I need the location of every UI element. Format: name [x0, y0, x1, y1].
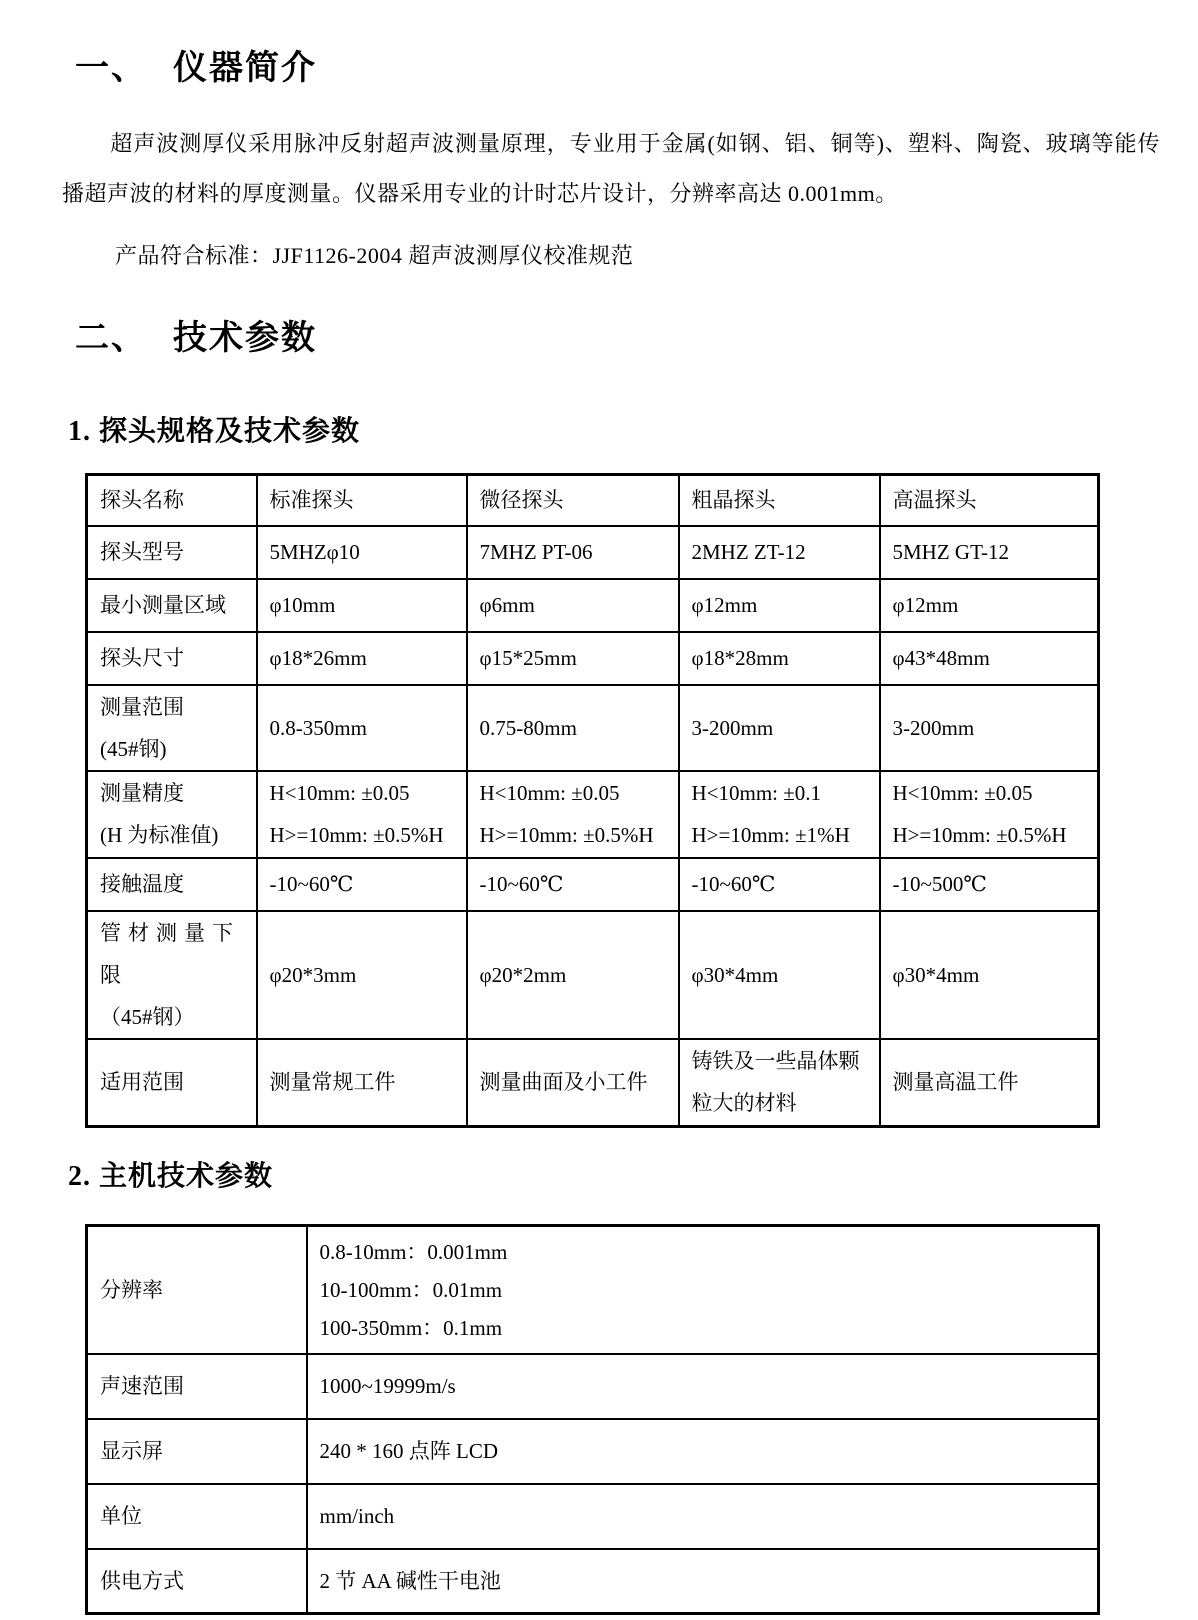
cell-line: φ6mm — [479, 593, 535, 617]
cell-line: 测量范围 — [100, 694, 184, 719]
table-cell — [257, 771, 467, 858]
table-cell — [880, 579, 1099, 632]
section-title: 仪器简介 — [173, 50, 317, 87]
table-cell — [257, 1039, 467, 1127]
cell-line: 2 节 AA 碱性干电池 — [319, 1568, 501, 1593]
row-header-cell — [87, 475, 257, 526]
table-cell — [257, 685, 467, 771]
cell-line: （45#钢） — [100, 1004, 195, 1029]
cell-line: 供电方式 — [100, 1568, 184, 1593]
row-header-cell — [87, 1549, 307, 1614]
cell-line: φ10mm — [269, 593, 336, 617]
table-cell — [307, 1549, 1099, 1614]
cell-line: 0.8-10mm：0.001mm — [319, 1239, 508, 1264]
section-heading-intro — [75, 40, 1198, 89]
cell-line: 接触温度 — [100, 872, 184, 896]
table-cell — [679, 632, 880, 685]
cell-line: φ43*48mm — [892, 646, 990, 670]
cell-line: 3-200mm — [691, 715, 774, 740]
table-cell — [679, 911, 880, 1039]
table-row — [87, 1226, 1099, 1354]
table-cell — [880, 475, 1099, 526]
cell-line: φ18*28mm — [691, 646, 789, 670]
cell-line: 声速范围 — [100, 1374, 184, 1398]
cell-line: H<10mm: ±0.05 — [479, 781, 620, 805]
cell-line: 铸铁及一些晶体颗粒大的材料 — [691, 1049, 860, 1116]
row-header-cell — [87, 1419, 307, 1484]
table-row — [87, 1549, 1099, 1614]
table-cell — [679, 1039, 880, 1127]
table-cell — [257, 475, 467, 526]
cell-line: φ15*25mm — [479, 646, 577, 670]
table-row — [87, 475, 1099, 526]
cell-line: (45#钢) — [100, 736, 167, 761]
table-row — [87, 632, 1099, 685]
table-row — [87, 858, 1099, 911]
cell-line: -10~500℃ — [892, 872, 987, 896]
cell-line: 100-350mm：0.1mm — [319, 1315, 503, 1340]
table-cell — [679, 858, 880, 911]
table-cell — [467, 685, 679, 771]
cell-line: φ12mm — [892, 593, 959, 617]
table-row — [87, 1039, 1099, 1127]
table-cell — [880, 771, 1099, 858]
table-cell — [467, 1039, 679, 1127]
table-cell — [880, 1039, 1099, 1127]
row-header-cell — [87, 632, 257, 685]
cell-line: 5MHZφ10 — [269, 540, 360, 564]
row-header-cell — [87, 1226, 307, 1354]
cell-line: 5MHZ GT-12 — [892, 540, 1009, 564]
table-row — [87, 771, 1099, 858]
table-row — [87, 1484, 1099, 1549]
cell-line: 探头尺寸 — [100, 646, 184, 670]
cell-line: 测量曲面及小工件 — [479, 1070, 648, 1095]
cell-line: 高温探头 — [892, 488, 977, 513]
cell-line: 探头型号 — [100, 540, 184, 564]
section-title: 技术参数 — [173, 320, 317, 357]
table-cell — [467, 526, 679, 579]
cell-line: 1000~19999m/s — [319, 1374, 456, 1398]
cell-line: 测量精度 — [100, 781, 184, 805]
table-cell — [880, 911, 1099, 1039]
cell-line: H<10mm: ±0.1 — [691, 781, 822, 805]
table-cell — [257, 911, 467, 1039]
cell-line: 测量高温工件 — [892, 1070, 1019, 1095]
table-row — [87, 579, 1099, 632]
table-cell — [467, 632, 679, 685]
cell-line: 粗晶探头 — [691, 488, 776, 513]
cell-line: 探头名称 — [100, 488, 184, 513]
table-cell — [467, 911, 679, 1039]
intro-paragraph: 超声波测厚仪采用脉冲反射超声波测量原理，专业用于金属(如钢、铝、铜等)、塑料、陶瓷、玻璃等能传播超声波的材料的厚度测量。仪器采用专业的计时芯片设计，分辨率高达 0.001mm。 — [62, 131, 1160, 206]
row-header-cell — [87, 1039, 257, 1127]
cell-line: 管材测量下限 — [100, 920, 240, 987]
cell-line: φ30*4mm — [892, 962, 980, 987]
cell-line: 2MHZ ZT-12 — [691, 540, 806, 564]
table-cell — [257, 632, 467, 685]
cell-line: H>=10mm: ±0.5%H — [479, 823, 654, 847]
table-cell — [307, 1226, 1099, 1354]
cell-line: 0.8-350mm — [269, 715, 367, 740]
cell-line: H<10mm: ±0.05 — [269, 781, 410, 805]
cell-line: 最小测量区域 — [100, 593, 226, 617]
row-header-cell — [87, 1354, 307, 1419]
table-row — [87, 1354, 1099, 1419]
row-header-cell — [87, 1484, 307, 1549]
standard-compliance-line: 产品符合标准：JJF1126-2004 超声波测厚仪校准规范 — [115, 243, 634, 268]
table-cell — [467, 475, 679, 526]
section-heading-tech — [75, 310, 1198, 359]
cell-line: 微径探头 — [479, 488, 564, 513]
table-cell — [307, 1484, 1099, 1549]
host-spec-table — [85, 1224, 1100, 1615]
table-cell — [679, 475, 880, 526]
cell-line: 10-100mm：0.01mm — [319, 1277, 503, 1302]
cell-line: 7MHZ PT-06 — [479, 540, 593, 564]
cell-line: H>=10mm: ±0.5%H — [892, 823, 1067, 847]
table-cell — [880, 526, 1099, 579]
table-row — [87, 685, 1099, 771]
cell-line: φ12mm — [691, 593, 758, 617]
cell-line: 标准探头 — [269, 488, 354, 513]
cell-line: 适用范围 — [100, 1070, 184, 1095]
cell-line: H>=10mm: ±0.5%H — [269, 823, 444, 847]
table-cell — [467, 771, 679, 858]
table-cell — [679, 579, 880, 632]
cell-line: φ30*4mm — [691, 962, 779, 987]
cell-line: 单位 — [100, 1504, 142, 1528]
cell-line: -10~60℃ — [269, 872, 354, 896]
document-page — [0, 40, 1198, 1620]
cell-line: H<10mm: ±0.05 — [892, 781, 1033, 805]
probe-spec-table — [85, 473, 1100, 1128]
table-cell — [880, 858, 1099, 911]
cell-line: φ20*3mm — [269, 962, 357, 987]
cell-line: H>=10mm: ±1%H — [691, 823, 850, 847]
cell-line: mm/inch — [319, 1504, 395, 1528]
section-number: 二、 — [75, 320, 147, 357]
cell-line: 测量常规工件 — [269, 1070, 396, 1095]
row-header-cell — [87, 771, 257, 858]
table-cell — [257, 579, 467, 632]
cell-line: 显示屏 — [100, 1439, 163, 1463]
cell-line: 分辨率 — [100, 1277, 163, 1302]
cell-line: 240 * 160 点阵 LCD — [319, 1439, 498, 1463]
table-cell — [679, 685, 880, 771]
cell-line: -10~60℃ — [691, 872, 776, 896]
table-row — [87, 1419, 1099, 1484]
table-cell — [679, 771, 880, 858]
cell-line: φ18*26mm — [269, 646, 367, 670]
row-header-cell — [87, 579, 257, 632]
row-header-cell — [87, 911, 257, 1039]
table-cell — [679, 526, 880, 579]
row-header-cell — [87, 858, 257, 911]
table-cell — [257, 526, 467, 579]
table-cell — [880, 685, 1099, 771]
row-header-cell — [87, 685, 257, 771]
table-cell — [880, 632, 1099, 685]
table-row — [87, 911, 1099, 1039]
table-cell — [467, 579, 679, 632]
cell-line: 3-200mm — [892, 715, 975, 740]
row-header-cell — [87, 526, 257, 579]
cell-line: 0.75-80mm — [479, 715, 577, 740]
cell-line: -10~60℃ — [479, 872, 564, 896]
table-cell — [257, 858, 467, 911]
section-number: 一、 — [75, 50, 147, 87]
subsection-title-host: 2. 主机技术参数 — [68, 1161, 274, 1192]
table-cell — [307, 1419, 1099, 1484]
cell-line: φ20*2mm — [479, 962, 567, 987]
table-cell — [467, 858, 679, 911]
subsection-title-probe: 1. 探头规格及技术参数 — [68, 416, 361, 447]
table-row — [87, 526, 1099, 579]
cell-line: (H 为标准值) — [100, 823, 219, 847]
table-cell — [307, 1354, 1099, 1419]
